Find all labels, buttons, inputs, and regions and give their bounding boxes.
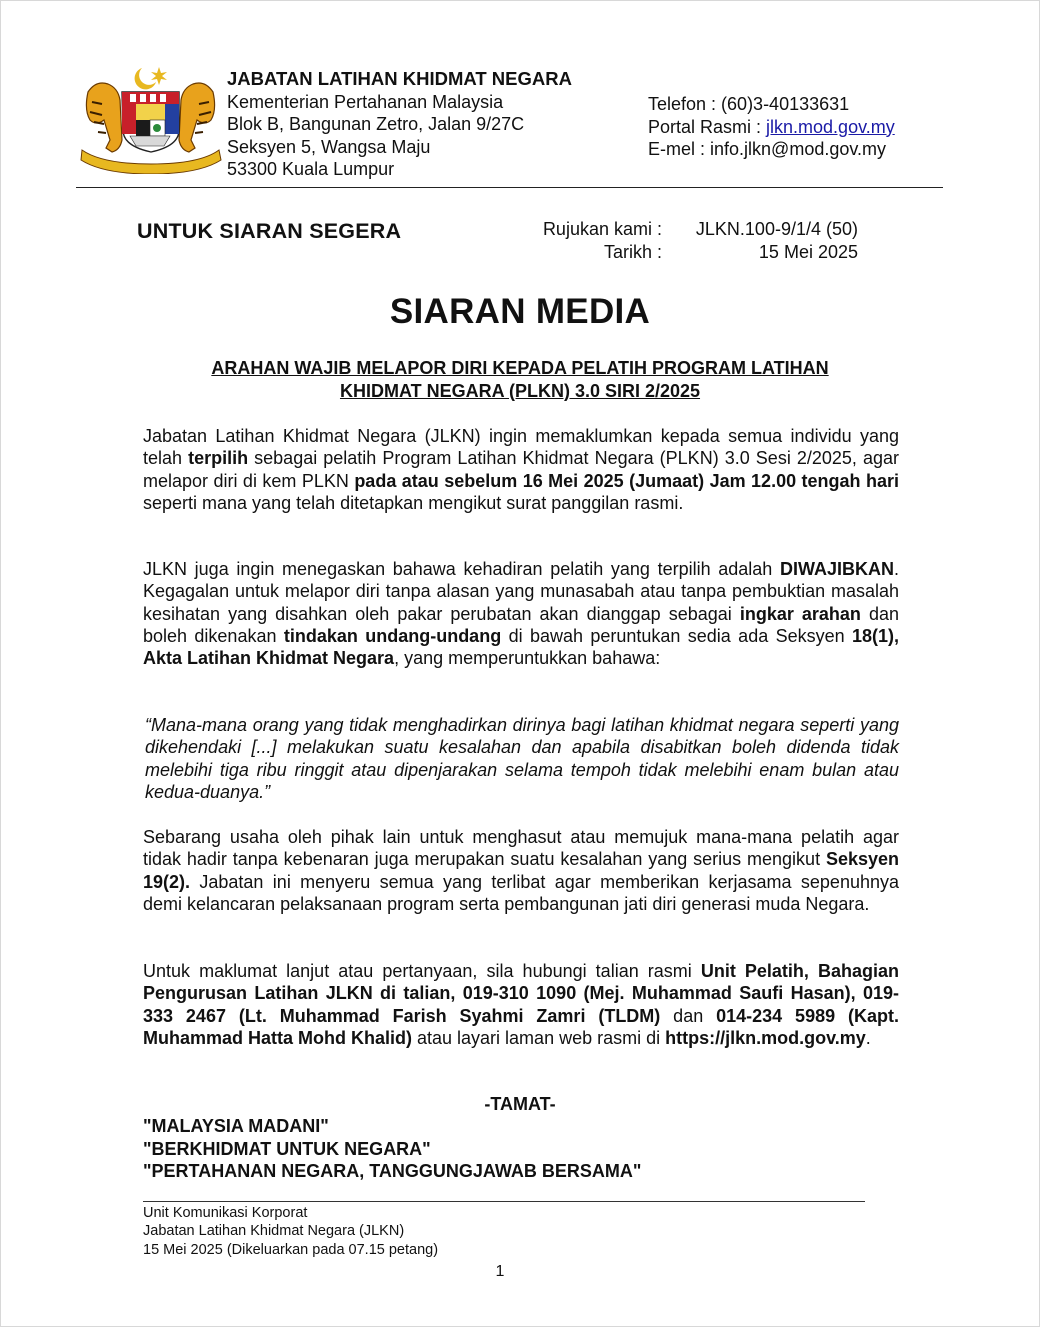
address-line: Kementerian Pertahanan Malaysia xyxy=(227,91,504,112)
end-mark: -TAMAT- xyxy=(484,1094,556,1114)
reference-row xyxy=(532,218,862,241)
paragraph-announcement xyxy=(143,425,899,514)
footer-line: 15 Mei 2025 (Dikeluarkan pada 07.15 petang) xyxy=(143,1241,439,1258)
page-number: 1 xyxy=(495,1263,505,1280)
text-run: Untuk maklumat lanjut atau pertanyaan, sila hubungi talian rasmi xyxy=(143,961,701,981)
phone-row xyxy=(648,93,895,116)
text-run-bold: 18(1), Akta Latihan Khidmat Negara xyxy=(143,625,900,669)
text-run: atau layari laman web rasmi di xyxy=(412,1027,666,1048)
paragraph-contact xyxy=(143,960,899,1049)
contact-info xyxy=(648,93,895,161)
slogan-line: "MALAYSIA MADANI" xyxy=(143,1116,329,1136)
document-subtitle xyxy=(150,357,890,402)
email-row xyxy=(648,138,895,161)
text-run: . Kegagalan untuk melapor diri tanpa alasan yang munasabah atau tanpa pembuktian masalah kesihatan yang disahkan oleh pakar perubatan akan dianggap sebagai xyxy=(143,559,899,624)
text-run-bold: tindakan undang-undang xyxy=(283,625,502,646)
text-run: dan xyxy=(660,1005,717,1026)
text-run-bold: DIWAJIBKAN xyxy=(779,559,894,579)
portal-link[interactable]: jlkn.mod.gov.my xyxy=(766,116,895,137)
portal-label: Portal Rasmi : xyxy=(648,116,767,137)
release-label: UNTUK SIARAN SEGERA xyxy=(137,219,402,243)
text-run: Sebarang usaha oleh pihak lain untuk menghasut atau memujuk mana-mana pelatih agar tidak hadir tanpa kebenaran juga merupakan suatu kesalahan yang serius mengikut xyxy=(143,827,899,870)
slogan-line: "PERTAHANAN NEGARA, TANGGUNGJAWAB BERSAMA" xyxy=(143,1161,642,1182)
slogans xyxy=(143,1115,641,1183)
email-label: E-mel : xyxy=(648,139,711,160)
text-run: JLKN juga ingin menegaskan bahawa kehadiran pelatih yang terpilih adalah xyxy=(143,559,780,579)
subtitle-line: ARAHAN WAJIB MELAPOR DIRI KEPADA PELATIH PROGRAM LATIHAN xyxy=(211,358,829,378)
text-run: Jabatan Latihan Khidmat Negara (JLKN) ingin memaklumkan kepada semua individu yang telah xyxy=(143,426,899,469)
text-run: seperti mana yang telah ditetapkan mengikut surat panggilan rasmi. xyxy=(143,492,684,513)
header-divider xyxy=(76,187,943,188)
phone-number: (60)3-40133631 xyxy=(721,94,850,114)
text-run: , yang memperuntukkan bahawa: xyxy=(394,648,661,669)
address-line: 53300 Kuala Lumpur xyxy=(227,159,395,180)
date-row xyxy=(532,241,862,264)
portal-row xyxy=(648,116,895,139)
footer-divider xyxy=(143,1201,865,1202)
address-line: Seksyen 5, Wangsa Maju xyxy=(227,136,431,157)
date-label: Tarikh : xyxy=(603,241,662,262)
paragraph-incitement xyxy=(143,826,899,915)
footer-line: Unit Komunikasi Korporat xyxy=(143,1205,308,1221)
text-run: Jabatan ini menyeru semua yang terlibat agar memberikan kerjasama sepenuhnya demi kelancaran pelaksanaan program serta pembangunan jati diri generasi muda Negara. xyxy=(143,871,899,914)
paragraph-obligation xyxy=(143,558,899,669)
footer xyxy=(143,1204,438,1259)
text-run: . xyxy=(865,1027,871,1048)
text-run-bold: terpilih xyxy=(188,448,249,469)
text-run-bold: ingkar arahan xyxy=(739,603,861,624)
reference-value: JLKN.100-9/1/4 (50) xyxy=(695,219,858,239)
date-value: 15 Mei 2025 xyxy=(758,241,858,262)
legal-quote: “Mana-mana orang yang tidak menghadirkan dirinya bagi latihan khidmat negara seperti yang dikehendaki [...] melakukan suatu kesalahan dan apabila disabitkan boleh didenda tidak melebihi tiga ribu ringgit atau dipenjarakan selama tempoh tidak melebihi enam bulan atau kedua-duanya.” xyxy=(145,715,899,802)
phone-label: Telefon : xyxy=(648,94,722,114)
organisation-address xyxy=(227,68,572,181)
text-run: dan boleh dikenakan xyxy=(143,603,899,646)
text-run-bold: pada atau sebelum 16 Mei 2025 (Jumaat) Jam 12.00 tengah hari xyxy=(354,470,899,491)
email-address: info.jlkn@mod.gov.my xyxy=(710,139,887,160)
organisation-name: JABATAN LATIHAN KHIDMAT NEGARA xyxy=(227,68,572,89)
website-url: https://jlkn.mod.gov.my xyxy=(665,1027,866,1048)
reference-label: Rujukan kami : xyxy=(542,219,662,239)
address-line: Blok B, Bangunan Zetro, Jalan 9/27C xyxy=(227,114,525,135)
text-run-bold: Seksyen 19(2). xyxy=(143,849,899,892)
reference-block xyxy=(532,218,862,263)
text-run: di bawah peruntukan sedia ada Seksyen xyxy=(501,625,852,646)
text-run: sebagai pelatih Program Latihan Khidmat Negara (PLKN) 3.0 Sesi 2/2025, agar melapor diri di kem PLKN xyxy=(143,448,899,491)
slogan-line: "BERKHIDMAT UNTUK NEGARA" xyxy=(143,1138,431,1159)
document-title: SIARAN MEDIA xyxy=(389,292,651,331)
footer-line: Jabatan Latihan Khidmat Negara (JLKN) xyxy=(143,1223,405,1240)
coat-of-arms-logo xyxy=(78,62,223,174)
text-run-bold: 014-234 5989 (Kapt. Muhammad Hatta Mohd Khalid) xyxy=(143,1005,899,1048)
text-run-bold: Unit Pelatih, Bahagian Pengurusan Latihan JLKN di talian, 019-310 1090 (Mej. Muhammad Saufi Hasan), 019-333 2467 (Lt. Muhammad Farish Syahmi Zamri (TLDM) xyxy=(143,961,899,1026)
subtitle-line: KHIDMAT NEGARA (PLKN) 3.0 SIRI 2/2025 xyxy=(339,380,701,401)
